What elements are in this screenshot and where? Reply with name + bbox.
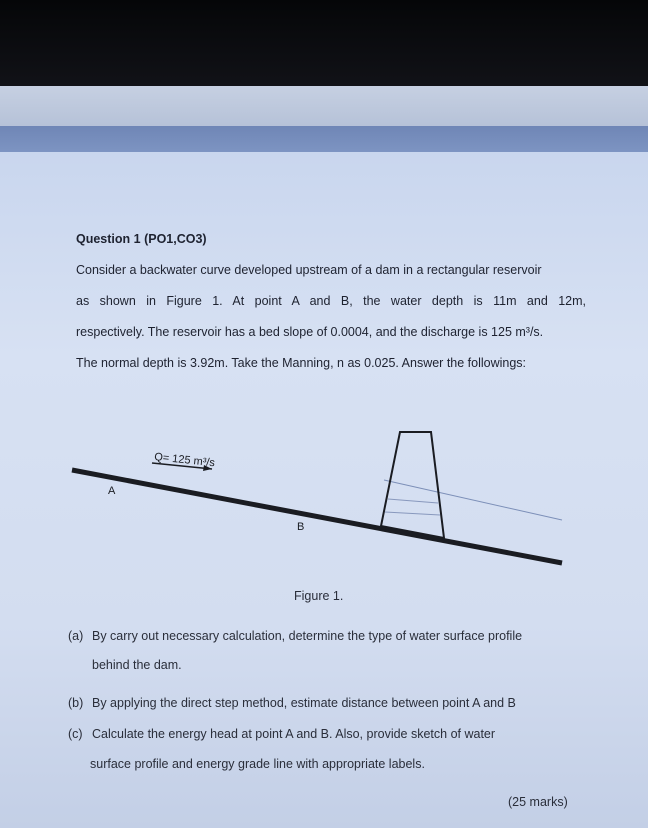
- part-a-line-2: behind the dam.: [92, 658, 182, 672]
- dam-water-line-1: [388, 499, 438, 503]
- question-line-3: respectively. The reservoir has a bed slope of 0.0004, and the discharge is 125 m³/s.: [76, 325, 544, 339]
- part-c-label: (c): [68, 727, 83, 741]
- part-a-line-1: By carry out necessary calculation, determine the type of water surface profile: [92, 629, 523, 643]
- figure-caption: Figure 1.: [294, 589, 344, 603]
- point-a-label: A: [108, 485, 116, 497]
- water-surface-line: [384, 480, 562, 520]
- channel-bed-line: [72, 470, 562, 563]
- part-c-line-2: surface profile and energy grade line with appropriate labels.: [90, 757, 425, 771]
- part-c-line-1: Calculate the energy head at point A and B. Also, provide sketch of water: [92, 727, 496, 741]
- part-b-line-1: By applying the direct step method, estimate distance between point A and B: [92, 696, 516, 710]
- dam-shape: [381, 432, 444, 538]
- question-line-2: as shown in Figure 1. At point A and B, the water depth is 11m and 12m,: [76, 294, 586, 308]
- question-line-4: The normal depth is 3.92m. Take the Manning, n as 0.025. Answer the followings:: [76, 356, 527, 370]
- marks-total: (25 marks): [508, 795, 568, 809]
- dam-water-line-2: [385, 512, 440, 515]
- part-b-label: (b): [68, 696, 84, 710]
- question-text-line-1: Consider a backwater curve developed upstream of a dam in a rectangular reservoir: [76, 263, 542, 277]
- flow-label: Q= 125 m³/s: [153, 451, 216, 470]
- part-a-label: (a): [68, 629, 84, 643]
- question-title: Question 1 (PO1,CO3): [76, 232, 207, 246]
- point-b-label: B: [297, 521, 305, 533]
